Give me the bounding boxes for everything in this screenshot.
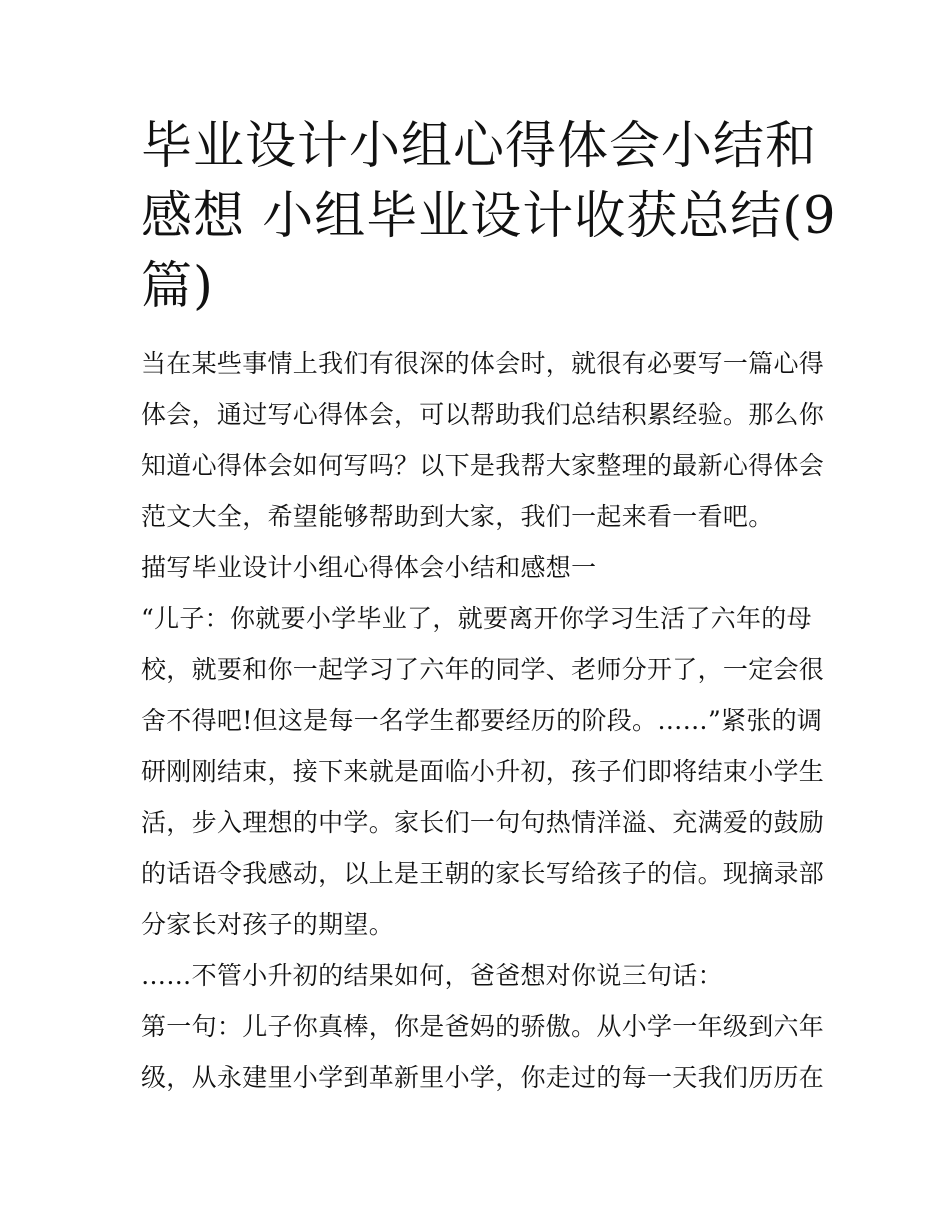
title-line: 毕业设计小组心得体会小结和: [141, 117, 818, 176]
intro-paragraph: [141, 338, 825, 542]
text-line: ……不管小升初的结果如何，爸爸想对你说三句话：: [141, 961, 723, 990]
text-line: 分家长对孩子的期望。: [141, 910, 395, 939]
text-line: 活，步入理想的中学。家长们一句句热情洋溢、充满爱的鼓励: [141, 808, 825, 837]
text-line: 校，就要和你一起学习了六年的同学、老师分开了，一定会很: [141, 655, 825, 684]
text-line: 体会，通过写心得体会，可以帮助我们总结积累经验。那么你: [141, 400, 825, 429]
title-line: 感想 小组毕业设计收获总结(9: [141, 187, 837, 246]
document-body: [141, 338, 825, 1103]
document-title: [141, 112, 837, 322]
text-line: 知道心得体会如何写吗？以下是我帮大家整理的最新心得体会: [141, 451, 825, 480]
father-paragraph: [141, 950, 813, 1001]
text-line: “儿子：你就要小学毕业了，就要离开你学习生活了六年的母: [141, 604, 812, 633]
section-heading: [141, 542, 813, 593]
text-line: 第一句：儿子你真棒，你是爸妈的骄傲。从小学一年级到六年: [141, 1012, 825, 1041]
text-line: 级，从永建里小学到革新里小学，你走过的每一天我们历历在: [141, 1063, 825, 1092]
text-line: 舍不得吧!但这是每一名学生都要经历的阶段。……”紧张的调: [141, 706, 823, 735]
section-heading-text: 描写毕业设计小组心得体会小结和感想一: [141, 553, 597, 582]
text-line: 的话语令我感动，以上是王朝的家长写给孩子的信。现摘录部: [141, 859, 825, 888]
text-line: 研刚刚结束，接下来就是面临小升初，孩子们即将结束小学生: [141, 757, 825, 786]
title-line: 篇): [141, 257, 214, 316]
text-line: 当在某些事情上我们有很深的体会时，就很有必要写一篇心得: [141, 349, 825, 378]
document-page: [141, 112, 837, 1103]
text-line: 范文大全，希望能够帮助到大家，我们一起来看一看吧。: [141, 502, 774, 531]
quote-paragraph: [141, 593, 825, 950]
first-sentence-paragraph: [141, 1001, 825, 1103]
